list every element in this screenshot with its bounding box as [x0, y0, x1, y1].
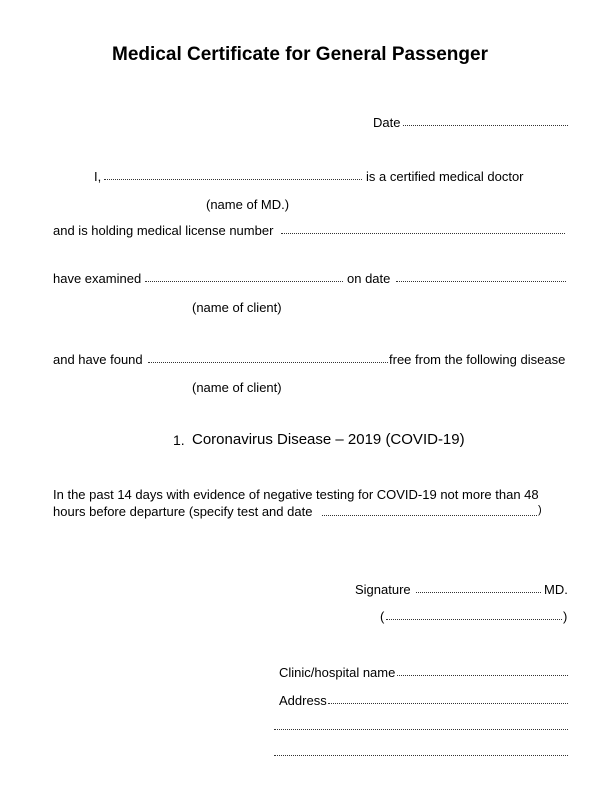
address-field-line-3[interactable] — [274, 755, 568, 756]
client-name-hint: (name of client) — [192, 300, 282, 315]
doctor-name-hint: (name of MD.) — [206, 197, 290, 212]
on-date-label: on date — [347, 271, 391, 286]
found-client-hint: (name of client) — [192, 380, 282, 395]
doctor-prefix: I, — [94, 169, 102, 184]
exam-date-field[interactable] — [396, 281, 566, 282]
doctor-suffix: is a certified medical doctor — [366, 169, 524, 184]
free-from-label: free from the following disease — [389, 352, 566, 367]
paragraph-close-paren: ) — [538, 504, 542, 516]
date-field[interactable] — [403, 125, 568, 126]
paragraph-line-2: hours before departure (specify test and date — [53, 504, 313, 519]
signature-md-suffix: MD. — [544, 582, 568, 597]
printed-name-field[interactable] — [386, 619, 562, 620]
found-client-field[interactable] — [148, 362, 388, 363]
client-name-field[interactable] — [145, 281, 343, 282]
clinic-label: Clinic/hospital name — [279, 665, 396, 680]
disease-name: Coronavirus Disease – 2019 (COVID-19) — [192, 431, 465, 448]
test-date-field[interactable] — [322, 515, 537, 516]
date-label: Date — [373, 115, 401, 130]
doctor-name-field[interactable] — [104, 179, 362, 180]
signature-label: Signature — [355, 582, 411, 597]
paragraph-line-1: In the past 14 days with evidence of negative testing for COVID-19 not more than 48 — [53, 487, 539, 502]
address-field-line-2[interactable] — [274, 729, 568, 730]
disease-number: 1. — [173, 432, 185, 448]
license-label: and is holding medical license number — [53, 223, 274, 238]
license-number-field[interactable] — [281, 233, 565, 234]
signature-close-paren: ) — [563, 609, 568, 624]
examined-label: have examined — [53, 271, 142, 286]
found-label: and have found — [53, 352, 143, 367]
clinic-name-field[interactable] — [397, 675, 568, 676]
signature-open-paren: ( — [380, 609, 385, 624]
address-field-line-1[interactable] — [328, 703, 568, 704]
signature-field[interactable] — [416, 592, 541, 593]
address-label: Address — [279, 693, 327, 708]
document-title: Medical Certificate for General Passenger — [112, 44, 488, 65]
